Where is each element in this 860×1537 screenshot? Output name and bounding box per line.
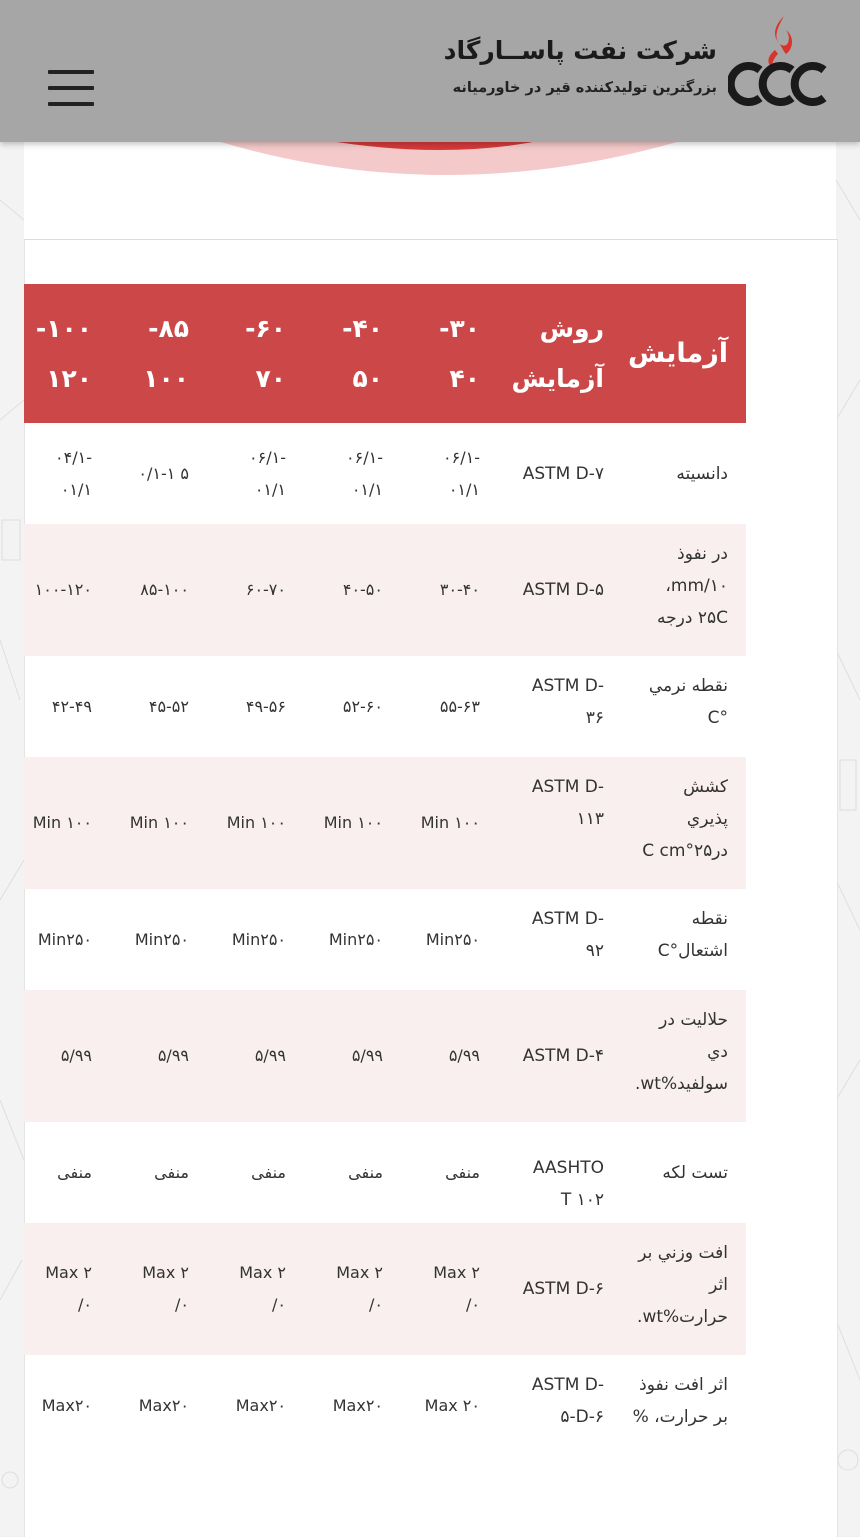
grade-value-cell-line: ۱۰۰-۱۲۰: [34, 580, 92, 599]
grade-value-cell-line: /۰: [175, 1295, 189, 1314]
grade-value-cell-line: Max۲۰: [138, 1396, 189, 1415]
test-name-cell-line: ۲۵C درجه: [657, 608, 728, 628]
grade-value-cell: [255, 1040, 286, 1072]
grade-value-cell-line: /۰: [369, 1295, 383, 1314]
test-method-cell-line: ASTM D-۴: [522, 1046, 604, 1066]
test-name-cell-line: تست لكه: [662, 1163, 728, 1183]
grade-value-cell-line: Max ۲۰: [424, 1396, 480, 1415]
grade-value-cell: [61, 1040, 92, 1072]
grade-value-cell-line: منفی: [348, 1163, 383, 1182]
test-name-cell-line: حلاليت در: [659, 1010, 728, 1030]
grade-value-cell: [443, 442, 480, 506]
grade-value-cell-line: Min ۱۰۰: [226, 813, 286, 832]
test-method-cell: [494, 1040, 604, 1072]
grade-value-cell-line: Max ۲: [433, 1263, 480, 1282]
grade-value-cell-line: ۶۰-۷۰: [245, 580, 286, 599]
grade-value-cell-line: ۵/۹۹: [351, 1046, 383, 1065]
grade-value-cell-line: Min ۱۰۰: [420, 813, 480, 832]
grade-value-cell: [42, 1390, 92, 1422]
test-method-cell: [494, 1152, 604, 1216]
test-name-cell-line: نقطه: [691, 909, 728, 929]
test-method-cell-line: ASTM D-: [531, 676, 604, 696]
test-method-cell: [494, 903, 604, 967]
grade-value-cell: [445, 1157, 480, 1189]
grade-value-cell-line: ۰۱/۱: [60, 480, 92, 499]
grade-value-cell: [158, 1040, 189, 1072]
test-method-cell-line: ۳۶: [585, 708, 604, 728]
grade-value-cell-line: ۸۵-۱۰۰: [140, 580, 189, 599]
grade-value-cell: [154, 1157, 189, 1189]
grade-value-cell-line: Max ۲: [45, 1263, 92, 1282]
grade-value-cell-line: ۵/۹۹: [448, 1046, 480, 1065]
test-method-cell-line: AASHTO: [532, 1158, 604, 1178]
grade-value-cell: [440, 691, 480, 723]
header-method: روش آزمایش: [511, 313, 604, 393]
test-name-cell-line: بر حرارت، %: [632, 1407, 728, 1427]
grade-value-cell-line: ۰۶/۱-: [249, 448, 286, 467]
test-name-cell-line: افت وزني بر: [638, 1243, 728, 1263]
table-row: [24, 1122, 746, 1223]
grade-value-cell: [343, 691, 383, 723]
test-name-cell-line: پذيري: [686, 809, 728, 829]
test-name-cell: [620, 1004, 728, 1100]
grade-value-cell: [352, 1040, 383, 1072]
test-name-cell-line: اشتعال°C: [657, 941, 728, 961]
test-name-cell-line: در نفوذ: [677, 544, 728, 564]
test-name-cell-line: حرارت%wt.: [637, 1307, 728, 1327]
test-method-cell-line: ASTM D-: [531, 909, 604, 929]
test-name-cell-line: دانسیته: [676, 464, 728, 484]
grade-value-cell: [236, 1390, 286, 1422]
grade-value-cell-line: Min۲۵۰: [425, 930, 480, 949]
grade-value-cell-line: Min۲۵۰: [231, 930, 286, 949]
table-row: [24, 990, 746, 1122]
grade-value-cell-line: ۰/۱-۱ ۵: [138, 464, 189, 483]
header-grade-100-120: ۱۰۰- ۱۲۰: [35, 313, 92, 393]
header-grade-30-40: ۳۰- ۴۰: [439, 313, 480, 393]
test-method-cell: [494, 771, 604, 835]
table-row: [24, 889, 746, 990]
grade-value-cell-line: Min۲۵۰: [134, 930, 189, 949]
grade-value-cell: [246, 574, 286, 606]
hamburger-menu-icon[interactable]: [48, 70, 96, 108]
test-name-cell-line: mm/۱۰،: [665, 576, 728, 596]
grade-value-cell: [433, 1257, 480, 1321]
grade-value-cell-line: ۰۱/۱: [254, 480, 286, 499]
test-method-cell-line: ASTM D-: [531, 1375, 604, 1395]
grade-value-cell: [55, 442, 92, 506]
grade-value-cell-line: ۰۱/۱: [351, 480, 383, 499]
grade-value-cell-line: Max۲۰: [332, 1396, 383, 1415]
grade-value-cell-line: ۵۵-۶۳: [439, 697, 480, 716]
grade-value-cell-line: ۴۵-۵۲: [148, 697, 189, 716]
grade-value-cell: [227, 807, 286, 839]
grade-value-cell-line: ۳۰-۴۰: [439, 580, 480, 599]
test-name-cell-line: اثر: [709, 1275, 728, 1295]
grade-value-cell-line: Max ۲: [336, 1263, 383, 1282]
test-method-cell-line: ۵-D-۶: [560, 1407, 604, 1427]
test-method-cell-line: ASTM D-۶: [522, 1279, 604, 1299]
table-row: [24, 1355, 746, 1456]
grade-value-cell-line: Min۲۵۰: [37, 930, 92, 949]
test-method-cell-line: ۹۲: [585, 941, 604, 961]
table-row: [24, 757, 746, 889]
grade-value-cell: [449, 1040, 480, 1072]
test-method-cell-line: T ۱۰۲: [560, 1190, 604, 1210]
test-name-cell-line: نقطه نرمي: [648, 676, 728, 696]
header-test: آزمایش: [628, 337, 728, 369]
test-method-cell: [494, 1369, 604, 1433]
grade-value-cell: [139, 1390, 189, 1422]
grade-value-cell: [57, 1157, 92, 1189]
grade-value-cell: [33, 807, 92, 839]
test-method-cell: [494, 458, 604, 490]
test-method-cell-line: ۱۱۳: [576, 809, 604, 829]
test-method-cell: [494, 1273, 604, 1305]
grade-value-cell-line: Min ۱۰۰: [323, 813, 383, 832]
grade-value-cell: [246, 691, 286, 723]
grade-value-cell: [232, 924, 286, 956]
test-name-cell-line: °C: [707, 708, 728, 728]
grade-value-cell: [140, 574, 189, 606]
grade-value-cell: [329, 924, 383, 956]
test-name-cell-line: دي: [707, 1042, 728, 1062]
test-name-cell-line: سولفيد%wt.: [635, 1074, 728, 1094]
app-header: [0, 0, 860, 142]
test-name-cell-line: کشش: [683, 777, 728, 797]
table-body: [24, 423, 746, 1456]
grade-value-cell: [336, 1257, 383, 1321]
header-grade-40-50: ۴۰- ۵۰: [342, 313, 383, 393]
grade-value-cell-line: ۰۶/۱-: [443, 448, 480, 467]
test-name-cell: [620, 670, 728, 734]
test-name-cell: [620, 903, 728, 967]
test-method-cell-line: ASTM D-: [531, 777, 604, 797]
grade-value-cell-line: /۰: [78, 1295, 92, 1314]
grade-value-cell-line: Min ۱۰۰: [32, 813, 92, 832]
grade-value-cell: [52, 691, 92, 723]
grade-value-cell-line: Min۲۵۰: [328, 930, 383, 949]
test-name-cell: [620, 771, 728, 867]
grade-value-cell-line: منفی: [251, 1163, 286, 1182]
grade-value-cell-line: منفی: [154, 1163, 189, 1182]
test-name-cell: [620, 538, 728, 634]
brand-tagline: بزرگترین تولیدکننده قیر در خاورمیانه: [452, 80, 717, 96]
grade-value-cell: [142, 1257, 189, 1321]
test-method-cell-line: ASTM D-۵: [522, 580, 604, 600]
test-method-cell: [494, 670, 604, 734]
grade-value-cell-line: Max ۲: [142, 1263, 189, 1282]
grade-value-cell-line: ۰۴/۱-: [55, 448, 92, 467]
grade-value-cell-line: Min ۱۰۰: [129, 813, 189, 832]
test-method-cell-line: ASTM D-۷: [522, 464, 604, 484]
test-name-cell: [620, 1369, 728, 1433]
test-name-cell: [620, 1157, 728, 1189]
grade-value-cell-line: /۰: [272, 1295, 286, 1314]
grade-value-cell: [249, 442, 286, 506]
header-grade-60-70: ۶۰- ۷۰: [245, 313, 286, 393]
grade-value-cell-line: منفی: [445, 1163, 480, 1182]
grade-value-cell: [149, 691, 189, 723]
grade-value-cell-line: ۴۹-۵۶: [245, 697, 286, 716]
grade-value-cell: [425, 1390, 480, 1422]
grade-value-cell-line: ۴۰-۵۰: [342, 580, 383, 599]
grade-value-cell-line: ۵۲-۶۰: [342, 697, 383, 716]
table-row: [24, 1223, 746, 1355]
specification-table: [24, 284, 746, 1456]
grade-value-cell-line: ۵/۹۹: [60, 1046, 92, 1065]
grade-value-cell-line: /۰: [466, 1295, 480, 1314]
test-name-cell: [620, 1237, 728, 1333]
grade-value-cell: [138, 458, 189, 490]
grade-value-cell: [45, 1257, 92, 1321]
grade-value-cell: [343, 574, 383, 606]
grade-value-cell-line: ۰۶/۱-: [346, 448, 383, 467]
grade-value-cell: [333, 1390, 383, 1422]
grade-value-cell: [421, 807, 480, 839]
header-grade-85-100: ۸۵- ۱۰۰: [143, 313, 189, 393]
test-method-cell: [494, 574, 604, 606]
test-name-cell: [620, 458, 728, 490]
grade-value-cell-line: ۵/۹۹: [157, 1046, 189, 1065]
grade-value-cell-line: منفی: [57, 1163, 92, 1182]
grade-value-cell: [35, 574, 92, 606]
brand-name: شرکت نفت پاســارگاد: [443, 36, 717, 65]
grade-value-cell-line: ۴۲-۴۹: [51, 697, 92, 716]
grade-value-cell: [440, 574, 480, 606]
grade-value-cell: [38, 924, 92, 956]
company-logo-icon[interactable]: [728, 10, 828, 106]
test-name-cell-line: در۲۵°C cm: [642, 841, 728, 861]
grade-value-cell: [251, 1157, 286, 1189]
grade-value-cell: [324, 807, 383, 839]
grade-value-cell: [130, 807, 189, 839]
table-row: [24, 423, 746, 524]
grade-value-cell-line: Max ۲: [239, 1263, 286, 1282]
table-row: [24, 524, 746, 656]
grade-value-cell-line: Max۲۰: [235, 1396, 286, 1415]
grade-value-cell-line: Max۲۰: [41, 1396, 92, 1415]
grade-value-cell-line: ۰۱/۱: [448, 480, 480, 499]
grade-value-cell: [346, 442, 383, 506]
grade-value-cell: [239, 1257, 286, 1321]
grade-value-cell: [135, 924, 189, 956]
grade-value-cell: [426, 924, 480, 956]
table-header-row: [24, 284, 746, 423]
grade-value-cell: [348, 1157, 383, 1189]
table-row: [24, 656, 746, 757]
test-name-cell-line: اثر افت نفوذ: [639, 1375, 728, 1395]
grade-value-cell-line: ۵/۹۹: [254, 1046, 286, 1065]
